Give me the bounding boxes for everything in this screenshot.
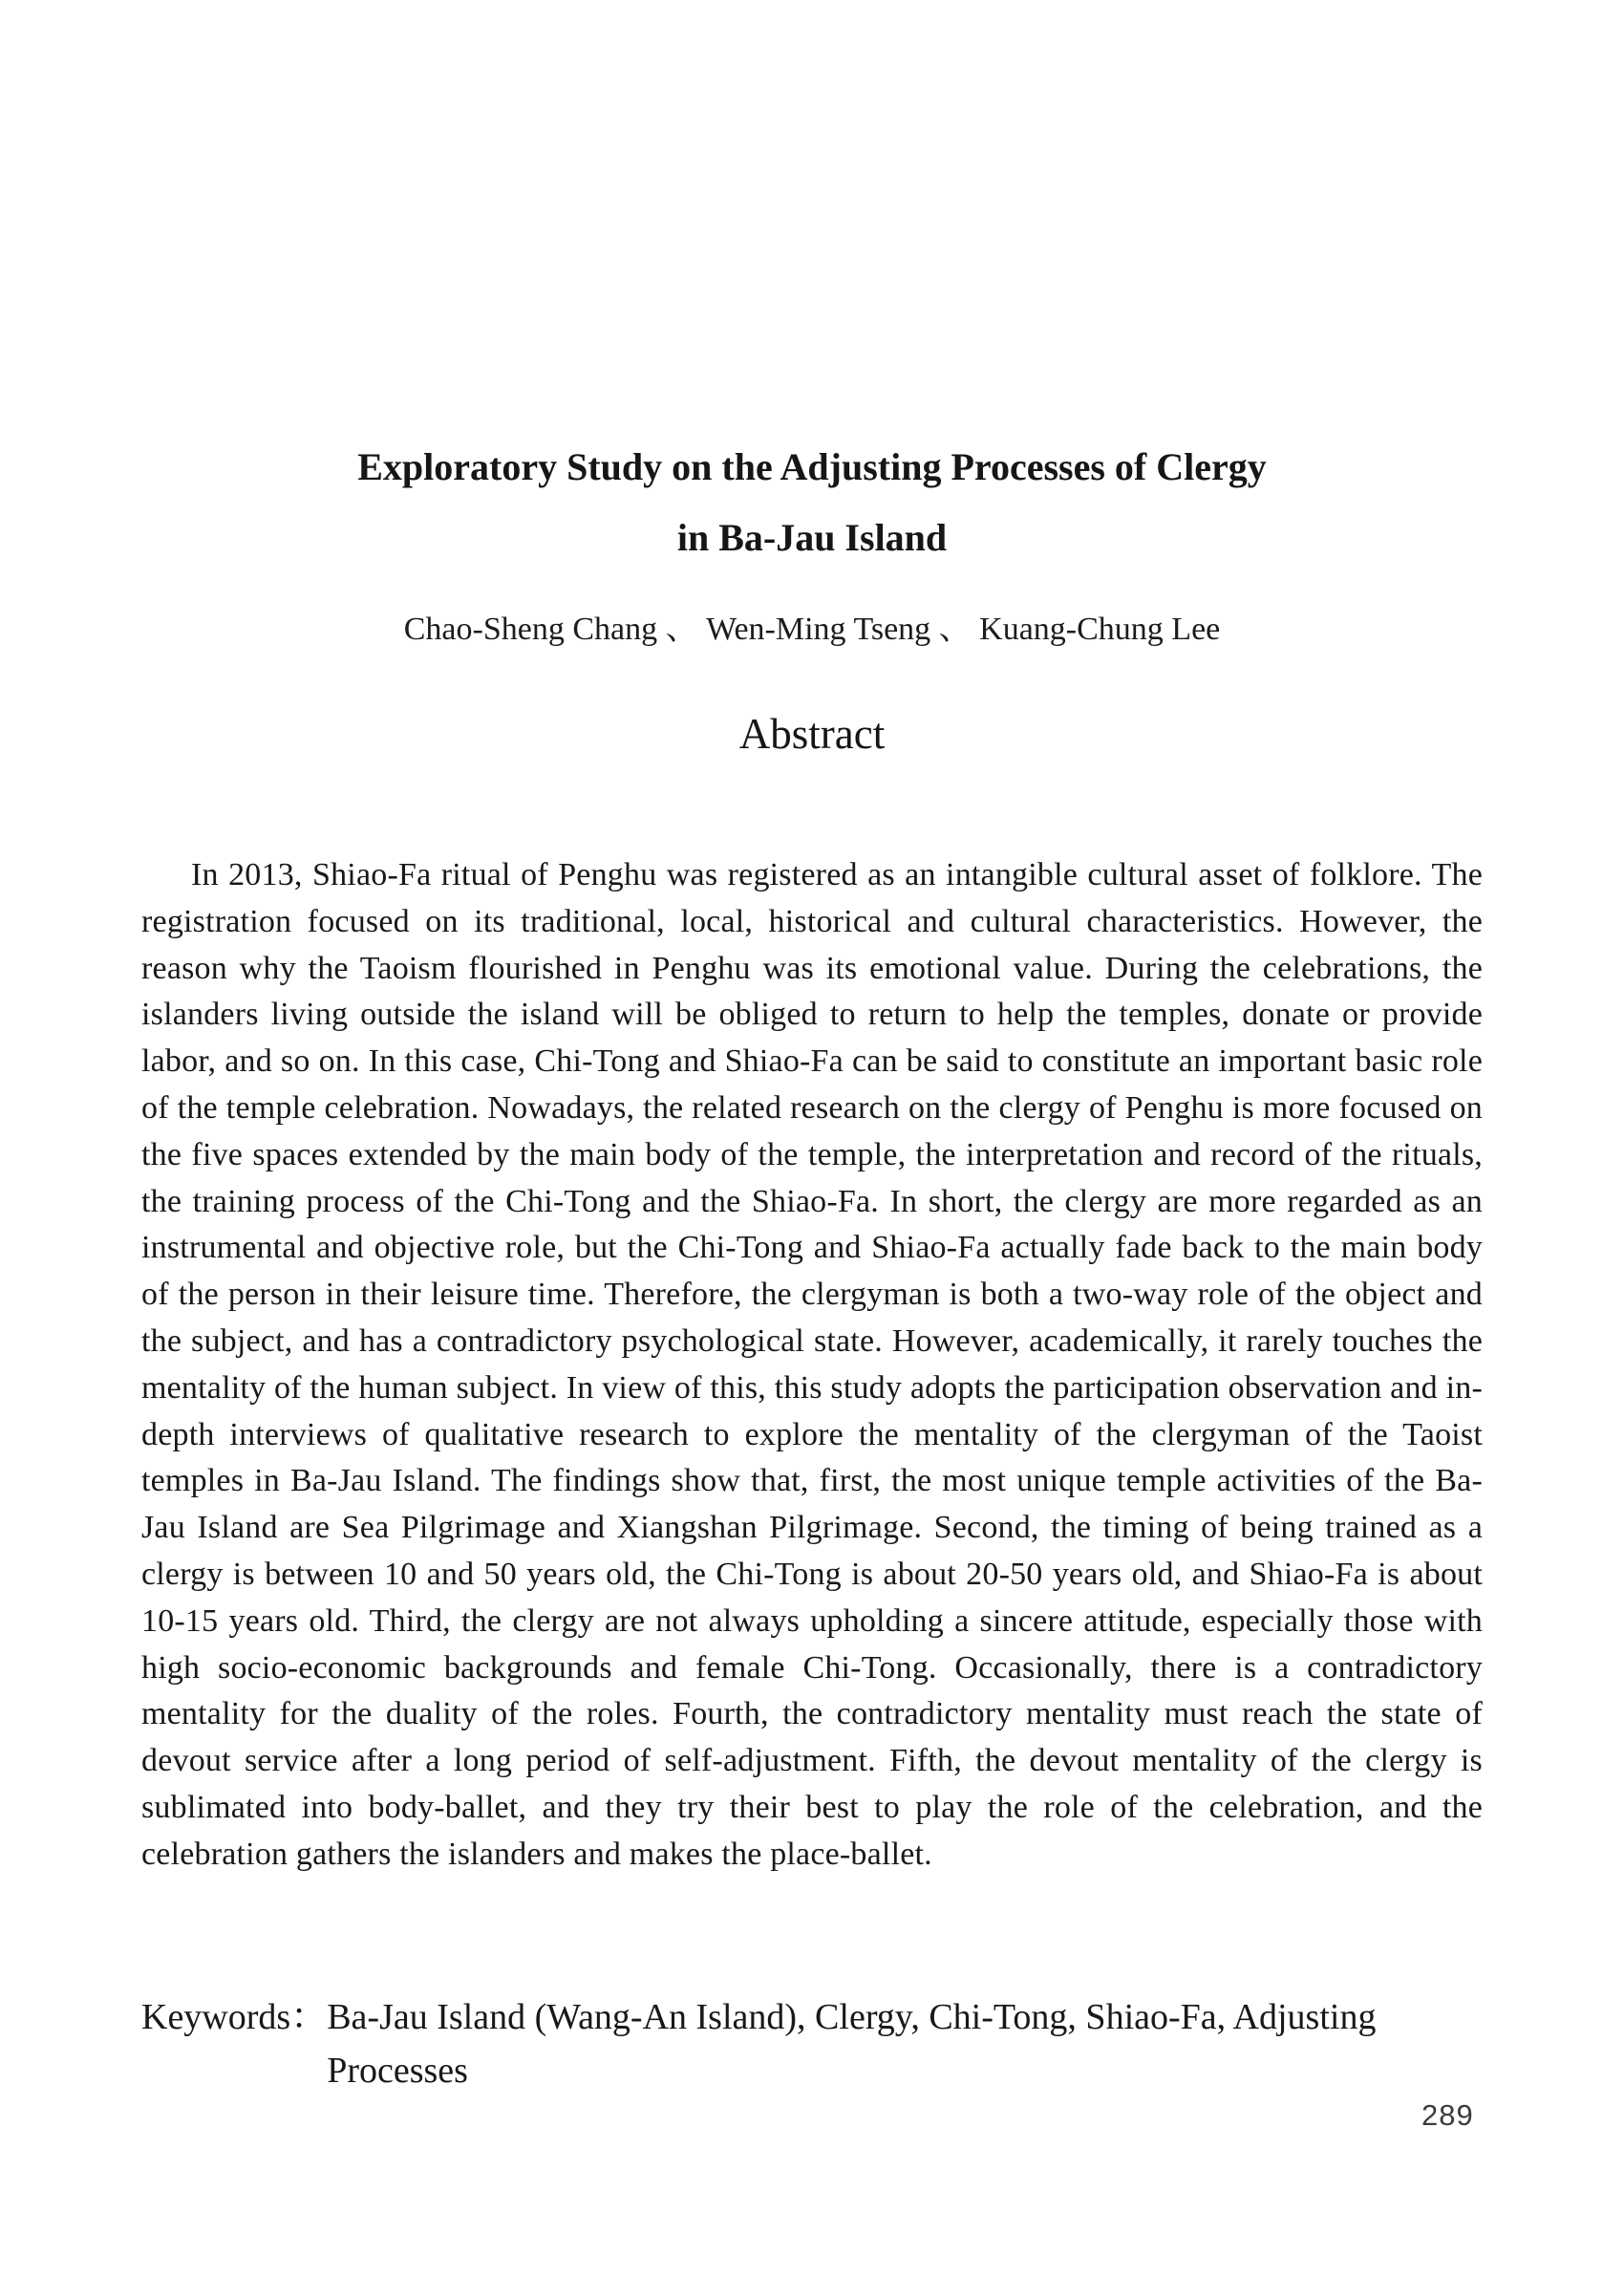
paper-title [0, 432, 1624, 573]
page-number: 289 [1421, 2098, 1474, 2132]
keywords-label: Keywords： [141, 1997, 328, 2037]
paper-title-line-2: in Ba-Jau Island [676, 515, 948, 559]
abstract-heading: Abstract [738, 710, 886, 758]
keywords-list: Ba-Jau Island (Wang-An Island), Clergy, Chi-Tong, Shiao-Fa, Adjusting Processes [327, 1997, 1377, 2091]
author-list: Chao-Sheng Chang 、 Wen-Ming Tseng 、 Kuang-Chung Lee [403, 612, 1221, 647]
paper-title-line-1: Exploratory Study on the Adjusting Processes of Clergy [357, 444, 1267, 488]
abstract-paragraph: In 2013, Shiao-Fa ritual of Penghu was registered as an intangible cultural asset of folklore. The registration focused on its traditional, local, historical and cultural characteristics. However, the reason why the Taoism flourished in Penghu was its emotional value. During the celebrations, the islanders living outside the island will be obliged to return to help the temples, donate or provide labor, and so on. In this case, Chi-Tong and Shiao-Fa can be said to constitute an important basic role of the temple celebration. Nowadays, the related research on the clergy of Penghu is more focused on the five spaces extended by the main body of the temple, the interpretation and record of the rituals, the training process of the Chi-Tong and the Shiao-Fa. In short, the clergy are more regarded as an instrumental and objective role, but the Chi-Tong and Shiao-Fa actually fade back to the main body of the person in their leisure time. Therefore, the clergyman is both a two-way role of the object and the subject, and has a contradictory psychological state. However, academically, it rarely touches the mentality of the human subject. In view of this, this study adopts the participation observation and in-depth interviews of qualitative research to explore the mentality of the clergyman of the Taoist temples in Ba-Jau Island. The findings show that, first, the most unique temple activities of the Ba-Jau Island are Sea Pilgrimage and Xiangshan Pilgrimage. Second, the timing of being trained as a clergy is between 10 and 50 years old, the Chi-Tong is about 20-50 years old, and Shiao-Fa is about 10-15 years old. Third, the clergy are not always upholding a sincere attitude, especially those with high socio-economic backgrounds and female Chi-Tong. Occasionally, there is a contradictory mentality for the duality of the roles. Fourth, the contradictory mentality must reach the state of devout service after a long period of self-adjustment. Fifth, the devout mentality of the clergy is sublimated into body-ballet, and they try their best to play the role of the celebration, and the celebration gathers the islanders and makes the place-ballet. [141, 857, 1483, 1872]
keywords-section [141, 1990, 1498, 2097]
